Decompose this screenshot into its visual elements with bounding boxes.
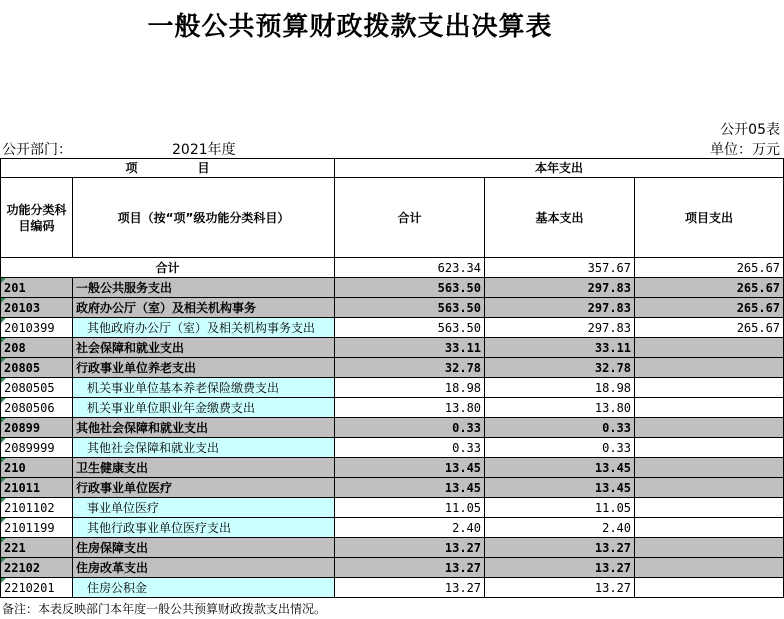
row-code-cell: 2010399: [1, 318, 73, 338]
unit-label: 单位：万元: [710, 142, 780, 158]
row-code-cell: 2101199: [1, 518, 73, 538]
table-row: [1, 578, 784, 598]
row-basic-cell: 0.33: [485, 438, 635, 458]
row-basic-cell: 18.98: [485, 378, 635, 398]
row-name-cell: 其他社会保障和就业支出: [73, 418, 335, 438]
total-label: 合计: [1, 258, 335, 278]
item-group-header: 项 目: [1, 159, 335, 178]
table-row: [1, 358, 784, 378]
page-title: 一般公共预算财政拨款支出决算表: [147, 12, 553, 42]
basic-column-header: 基本支出: [485, 178, 635, 258]
code-column-header: 功能分类科目编码: [1, 178, 73, 258]
row-name-cell: 机关事业单位基本养老保险缴费支出: [73, 378, 335, 398]
row-total-cell: 13.27: [335, 578, 485, 598]
row-project-cell: 265.67: [635, 278, 784, 298]
row-basic-cell: 13.45: [485, 458, 635, 478]
row-code-cell: 20899: [1, 418, 73, 438]
row-total-cell: 13.45: [335, 458, 485, 478]
project-amount: 265.67: [635, 258, 784, 278]
row-name-cell: 其他政府办公厅（室）及相关机构事务支出: [73, 318, 335, 338]
row-code-cell: 2101102: [1, 498, 73, 518]
row-project-cell: [635, 558, 784, 578]
row-code-cell: 201: [1, 278, 73, 298]
table-row: [1, 338, 784, 358]
row-total-cell: 0.33: [335, 418, 485, 438]
row-name-cell: 一般公共服务支出: [73, 278, 335, 298]
row-name-cell: 政府办公厅（室）及相关机构事务: [73, 298, 335, 318]
row-name-cell: 社会保障和就业支出: [73, 338, 335, 358]
row-total-cell: 2.40: [335, 518, 485, 538]
row-basic-cell: 297.83: [485, 298, 635, 318]
row-name-cell: 机关事业单位职业年金缴费支出: [73, 398, 335, 418]
table-row: [1, 398, 784, 418]
table-row: [1, 298, 784, 318]
row-code-cell: 2089999: [1, 438, 73, 458]
table-row: [1, 558, 784, 578]
row-code-cell: 221: [1, 538, 73, 558]
row-total-cell: 563.50: [335, 298, 485, 318]
row-name-cell: 住房公积金: [73, 578, 335, 598]
row-name-cell: 行政事业单位医疗: [73, 478, 335, 498]
row-total-cell: 13.27: [335, 558, 485, 578]
row-basic-cell: 13.27: [485, 538, 635, 558]
row-name-cell: 其他社会保障和就业支出: [73, 438, 335, 458]
row-name-cell: 其他行政事业单位医疗支出: [73, 518, 335, 538]
row-total-cell: 32.78: [335, 358, 485, 378]
row-name-cell: 卫生健康支出: [73, 458, 335, 478]
row-project-cell: [635, 398, 784, 418]
row-total-cell: 563.50: [335, 278, 485, 298]
row-project-cell: [635, 538, 784, 558]
row-project-cell: [635, 458, 784, 478]
row-basic-cell: 13.80: [485, 398, 635, 418]
row-project-cell: [635, 478, 784, 498]
row-total-cell: 18.98: [335, 378, 485, 398]
table-row: [1, 278, 784, 298]
row-total-cell: 13.27: [335, 538, 485, 558]
row-basic-cell: 297.83: [485, 318, 635, 338]
row-project-cell: 265.67: [635, 298, 784, 318]
row-project-cell: 265.67: [635, 318, 784, 338]
name-column-header: 项目（按“项”级功能分类科目）: [73, 178, 335, 258]
row-code-cell: 20103: [1, 298, 73, 318]
table-row: [1, 418, 784, 438]
row-total-cell: 13.45: [335, 478, 485, 498]
row-basic-cell: 33.11: [485, 338, 635, 358]
row-code-cell: 210: [1, 458, 73, 478]
row-total-cell: 13.80: [335, 398, 485, 418]
table-row: [1, 458, 784, 478]
table-row: [1, 498, 784, 518]
form-number: 公开05表: [720, 122, 780, 138]
row-project-cell: [635, 518, 784, 538]
fiscal-year: 2021年度: [172, 142, 236, 158]
row-project-cell: [635, 338, 784, 358]
row-basic-cell: 2.40: [485, 518, 635, 538]
table-row: [1, 378, 784, 398]
row-code-cell: 21011: [1, 478, 73, 498]
row-project-cell: [635, 578, 784, 598]
row-code-cell: 2210201: [1, 578, 73, 598]
row-name-cell: 住房改革支出: [73, 558, 335, 578]
total-amount: 623.34: [335, 258, 485, 278]
total-column-header: 合计: [335, 178, 485, 258]
footnote: 备注：本表反映部门本年度一般公共预算财政拨款支出情况。: [2, 602, 327, 616]
row-code-cell: 208: [1, 338, 73, 358]
row-project-cell: [635, 438, 784, 458]
row-basic-cell: 11.05: [485, 498, 635, 518]
row-code-cell: 2080505: [1, 378, 73, 398]
table-row: [1, 538, 784, 558]
table-row: [1, 318, 784, 338]
basic-amount: 357.67: [485, 258, 635, 278]
total-row: [1, 258, 784, 278]
row-basic-cell: 13.27: [485, 578, 635, 598]
row-project-cell: [635, 358, 784, 378]
row-code-cell: 2080506: [1, 398, 73, 418]
row-project-cell: [635, 378, 784, 398]
row-code-cell: 20805: [1, 358, 73, 378]
row-basic-cell: 32.78: [485, 358, 635, 378]
row-project-cell: [635, 498, 784, 518]
row-code-cell: 22102: [1, 558, 73, 578]
row-total-cell: 33.11: [335, 338, 485, 358]
row-name-cell: 住房保障支出: [73, 538, 335, 558]
row-basic-cell: 13.27: [485, 558, 635, 578]
row-project-cell: [635, 418, 784, 438]
expense-table: [0, 158, 784, 598]
table-row: [1, 438, 784, 458]
row-name-cell: 行政事业单位养老支出: [73, 358, 335, 378]
expense-group-header: 本年支出: [335, 159, 784, 178]
project-column-header: 项目支出: [635, 178, 784, 258]
row-basic-cell: 13.45: [485, 478, 635, 498]
table-row: [1, 518, 784, 538]
row-total-cell: 563.50: [335, 318, 485, 338]
row-name-cell: 事业单位医疗: [73, 498, 335, 518]
row-total-cell: 0.33: [335, 438, 485, 458]
row-basic-cell: 297.83: [485, 278, 635, 298]
table-row: [1, 478, 784, 498]
row-basic-cell: 0.33: [485, 418, 635, 438]
row-total-cell: 11.05: [335, 498, 485, 518]
department-label: 公开部门：: [2, 142, 72, 158]
